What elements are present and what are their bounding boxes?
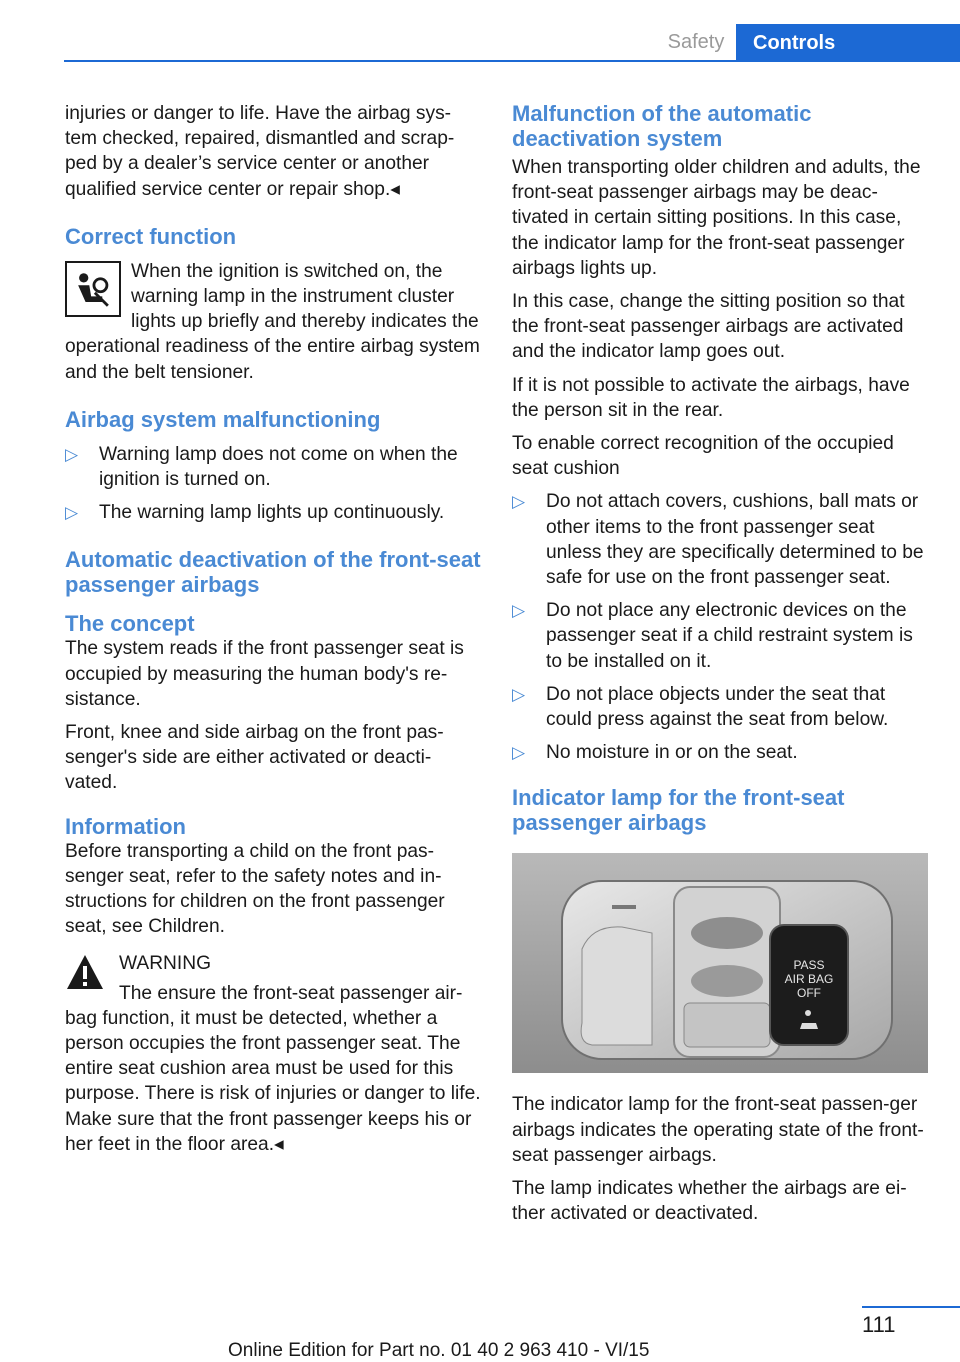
header-rule (64, 60, 960, 62)
edition-footer: Online Edition for Part no. 01 40 2 963 410 - VI/15 (228, 1340, 650, 1361)
malfunction-list (65, 442, 481, 526)
warning-triangle-icon (65, 953, 105, 993)
left-column (65, 101, 481, 1165)
indicator-lamp-photo (512, 853, 928, 1073)
list-item: ▷ Do not place objects under the seat that could press against the seat from below. (512, 683, 889, 731)
concept-paragraph-2: Front, knee and side airbag on the front pas-senger's side are either activated or deacti-vated. (65, 722, 444, 794)
heading-malfunction-auto: Malfunction of the automatic deactivation system (512, 101, 812, 151)
information-paragraph: Before transporting a child on the front pas-senger seat, refer to the safety notes and in-structions for children on the front passenger seat, see Children. (65, 840, 445, 938)
indicator-paragraph-2: The lamp indicates whether the airbags are ei-ther activated or deactivated. (512, 1178, 907, 1225)
photo-label-pass: PASS (793, 958, 825, 973)
seat-cushion-list (512, 489, 930, 765)
malfunction-paragraph-2: In this case, change the sitting position so that the front-seat passenger airbags are activated and the indicator lamp goes out. (512, 291, 905, 363)
intro-paragraph: injuries or danger to life. Have the airbag sys-tem checked, repaired, dismantled and scrap-ped by a dealer’s service center or another qualified service center or repair shop.◂ (65, 103, 455, 200)
tab-controls[interactable]: Controls (736, 24, 960, 62)
list-item: ▷ Do not attach covers, cushions, ball mats or other items to the front passenger seat unless they are specifically determined to be safe for use on the front passenger seat. (512, 491, 924, 589)
photo-label-off: OFF (797, 986, 821, 1001)
correct-function-block (65, 259, 481, 385)
triangle-right-icon: ▷ (65, 503, 79, 523)
triangle-right-icon: ▷ (512, 684, 526, 704)
triangle-right-icon: ▷ (65, 444, 79, 464)
warning-block (65, 951, 481, 1157)
heading-airbag-malfunction: Airbag system malfunctioning (65, 406, 381, 432)
list-item: ▷ The warning lamp lights up continuously. (65, 500, 481, 525)
footer-rule (862, 1306, 960, 1308)
triangle-right-icon: ▷ (512, 492, 526, 512)
concept-paragraph-1: The system reads if the front passenger seat is occupied by measuring the human body's re-sistance. (65, 638, 464, 710)
warning-text: The ensure the front-seat passenger air-bag function, it must be detected, whether a person occupies the front passenger seat. The entire seat cushion area must be used for this purpose. There is risk of injuries or danger to life. Make sure that the front passenger keeps his or her feet in the floor area.◂ (65, 982, 481, 1155)
malfunction-paragraph-3: If it is not possible to activate the airbags, have the person sit in the rear. (512, 374, 910, 421)
indicator-paragraph-1: The indicator lamp for the front-seat passen-ger airbags indicates the operating state of the front-seat passenger airbags. (512, 1094, 924, 1166)
heading-concept: The concept (65, 611, 195, 637)
list-item: ▷ Warning lamp does not come on when the ignition is turned on. (65, 443, 458, 491)
heading-correct-function: Correct function (65, 223, 237, 249)
tab-safety[interactable]: Safety (667, 31, 725, 53)
heading-indicator-lamp: Indicator lamp for the front-seat passenger airbags (512, 785, 845, 836)
heading-information: Information (65, 813, 186, 839)
list-item: ▷ Do not place any electronic devices on the passenger seat if a child restraint system is to be installed on it. (512, 600, 913, 672)
page-number: 111 (862, 1312, 896, 1337)
malfunction-paragraph-4: To enable correct recognition of the occupied seat cushion (512, 433, 894, 480)
warning-label: WARNING (119, 953, 212, 975)
triangle-right-icon: ▷ (512, 743, 526, 763)
photo-label-airbag: AIR BAG (784, 972, 834, 987)
right-column (512, 101, 930, 1234)
triangle-right-icon: ▷ (512, 601, 526, 621)
heading-automatic-deactivation: Automatic deactivation of the front-seat passenger airbags (65, 547, 481, 598)
airbag-warning-icon (65, 261, 121, 317)
correct-function-text: When the ignition is switched on, the warning lamp in the instrument cluster lights up briefly and thereby indicates the operational readiness of the entire airbag system and the belt tensioner. (65, 260, 480, 383)
malfunction-paragraph-1: When transporting older children and adults, the front-seat passenger airbags may be deac-tivated in certain sitting positions. In this case, the indicator lamp for the front-seat passenger airbags lights up. (512, 157, 921, 279)
list-item: ▷ No moisture in or on the seat. (512, 740, 930, 765)
